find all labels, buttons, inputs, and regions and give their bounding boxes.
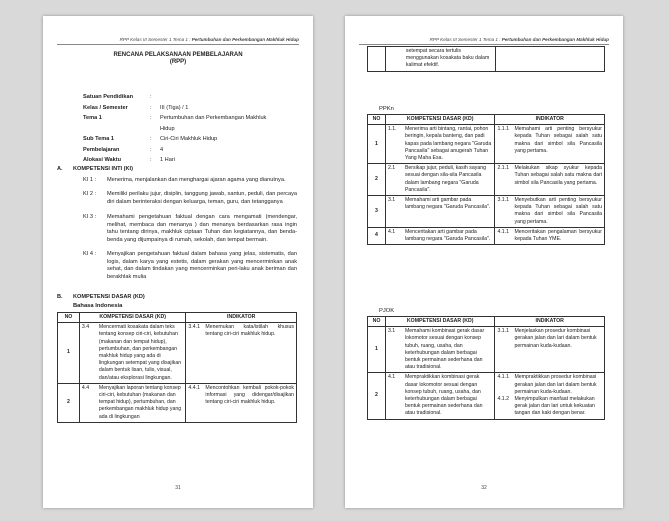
indikator-number: 4.1.1 [497,228,510,235]
kd-text: Mencermati kosakata dalam teks tentang konsep ciri-ciri, kebutuhan (makanan dan tempat hidup), pertumbuhan, dan perkembangan makhluk hidup yang ada di lingkungan setempat yang disajikan dalam bentuk lisan, tulis, visual, dan/atau eksplorasi lingkungan. [98,324,182,381]
section-b-label: B. [57,294,63,300]
identity-label: Satuan Pendidikan [83,94,134,100]
kd-cell [385,227,495,244]
identity-colon: : [150,146,152,153]
row-number: 2 [368,164,386,196]
page-header: RPP Kelas III Semester 1 Tema 1 : Pertumbuhan dan Perkembangan Makhluk Hidup [429,37,609,42]
ki-code: KI 1 : [83,177,97,183]
kd-cell [385,373,495,419]
kd-table-ppkn [367,114,605,245]
kd-text: Memahami kombinasi gerak dasar lokomotor sesuai dengan konsep tubuh, ruang, usaha, dan keterhubungan dalam berbagai bentuk permainan sederhana dan atau tradisional. [404,328,485,371]
ki-text: Memiliki perilaku jujur, disiplin, tanggung jawab, santun, peduli, dan percaya diri dalam berinteraksi dengan keluarga, teman, guru, dan tetangganya [107,191,297,205]
document-page-right [345,16,623,508]
section-a-label: A. [57,166,63,172]
table-row [368,47,605,72]
table-row [368,327,605,373]
kd-cell [79,323,186,384]
identity-colon: : [150,157,152,163]
kd-number: 3.4 [81,324,90,331]
kd-number: 4.1 [387,228,396,235]
table-row [368,227,605,244]
page-number: 32 [481,485,487,491]
subject-label: Bahasa Indonesia [73,303,123,309]
row-number: 2 [368,373,386,419]
ki-code: KI 3 : [83,214,97,220]
page-header: RPP Kelas III Semester 1 Tema 1 : Pertumbuhan dan Perkembangan Makhluk Hidup [119,37,299,42]
kd-number: 3.1 [387,328,396,335]
ki-text: Memahami pengetahuan faktual dengan cara mengamati (mendengar, melihat, membaca dan menanya ) dan menanya berdasarkan rasa ingin tahu tentang dirinya, makhluk ciptaan Tuhan dan kegiatannya, dan benda-benda yang dijumpainya di rumah, sekolah, dan tempat bermain. [107,214,297,243]
indikator-number: 3.1.1 [497,328,509,335]
indikator-number: 3.4.1 [188,324,200,331]
kd-text: Menceritakan arti gambar pada lambang negara "Garuda Pancasila". [404,228,491,243]
identity-label: Pembelajaran [83,146,120,153]
identity-value: Hidup [160,125,175,132]
kd-table-bahasa [57,312,297,423]
table-header-kd: KOMPETENSI DASAR (KD) [385,317,495,327]
table-header-indikator: INDIKATOR [495,115,605,125]
indikator-text: Menemukan kata/istilah khusus tentang ciri-ciri makhluk hidup. [205,324,294,338]
indikator-number: 3.1.1 [497,197,510,204]
identity-label: Sub Tema 1 [83,136,114,142]
table-row [58,383,297,422]
row-number: 1 [368,125,386,164]
table-header-kd: KOMPETENSI DASAR (KD) [79,313,186,323]
indikator-cell [186,383,297,422]
row-number: 3 [368,196,386,228]
document-subtitle: (RPP) [169,59,187,65]
indikator-cell [495,327,605,373]
ki-text: Menerima, menjalankan dan menghargai ajaran agama yang dianutnya. [107,177,286,183]
row-number: 2 [58,383,80,422]
kd-number: 3.1 [387,197,396,204]
identity-label: Tema 1 [83,115,102,121]
ki-text: Menyajikan pengetahuan faktual dalam bahasa yang jelas, sistematis, dan logis, dalam karya yang estetis, dalam gerakan yang mencerminkan anak sehat, dan dalam tindakan yang mencerminkan peri-laku anak beriman dan berakhlak mulia [107,251,297,280]
identity-value: Pertumbuhan dan Perkembangan Makhluk [160,115,267,121]
indikator-cell [186,323,297,384]
indikator-cell [495,227,605,244]
page-number: 31 [175,485,181,491]
kd-cell [385,164,495,196]
table-row [368,196,605,228]
indikator-text: Menjelaskan prosedur kombinasi gerakan jalan dan lari dalam bentuk permainan kuda-kudaan. [514,328,597,349]
indikator-number: 4.1.2 [497,396,509,403]
indikator-number: 4.1.1 [497,374,509,381]
table-header-indikator: INDIKATOR [186,313,297,323]
document-title: RENCANA PELAKSANAAN PEMBELAJARAN [113,52,243,58]
table-row [368,373,605,419]
identity-value: 1 Hari [160,157,175,163]
indikator-text: Menyebutkan arti penting bersyukur kepada Tuhan sebagai salah satu makna dari simbol sila Pancasila yang pertama. [514,197,602,225]
table-row [368,164,605,196]
indikator-cell [495,373,605,419]
kd-cell [79,383,186,422]
identity-colon: : [150,136,152,142]
indikator-number: 1.1.1 [497,126,510,133]
document-page-left [43,16,313,508]
identity-value: III (Tiga) / 1 [160,104,189,111]
indikator-number: 2.1.1 [497,165,510,172]
table-header-indikator: INDIKATOR [495,317,605,327]
kd-cell [385,125,495,164]
indikator-number: 4.4.1 [188,384,200,391]
kd-text: Menerima arti bintang, rantai, pohon beringin, kepala banteng, dan padi kapas pada lambang negara "Garuda Pancasila" sebagai anugerah Tuhan Yang Maha Esa. [404,126,492,162]
table-header-kd: KOMPETENSI DASAR (KD) [385,115,495,125]
identity-value: Ciri-Ciri Makhluk Hidup [160,136,218,142]
table-row [58,323,297,384]
table-header-no: NO [368,115,386,125]
row-number: 1 [368,327,386,373]
kd-cell [385,196,495,228]
row-number: 4 [368,227,386,244]
table-header-no: NO [58,313,80,323]
table-row [368,125,605,164]
indikator-text: Memahami arti penting bersyukur kepada Tuhan sebagai salah satu makna dari simbol sila Pancasila yang pertama. [514,126,602,154]
subject-label-pjok: PJOK [379,308,395,314]
indikator-text: Melakukan sikap syukur kepada Tuhan sebagai salah satu makna dari simbol sila Pancasila yang pertama. [514,165,602,186]
section-a-title: KOMPETENSI INTI (KI) [73,166,133,172]
kd-text: Memahami arti gambar pada lambang negara "Garuda Pancasila". [404,197,491,211]
indikator-cell [495,164,605,196]
identity-colon: : [150,115,152,121]
row-number: 1 [58,323,80,384]
indikator-text: Menceritakan pengalaman bersyukur kepada Tuhan YME. [514,228,602,243]
indikator-cell [495,125,605,164]
header-rule [359,44,609,45]
kd-number: 2.1 [387,165,396,172]
continuation-kd-text: setempat secara tertulis menggunakan kosakata baku dalam kalimat efektif. [385,47,495,72]
kd-table-pjok [367,316,605,420]
identity-label: Alokasi Waktu [83,157,122,163]
continuation-table [367,46,605,72]
ki-code: KI 4 : [83,251,97,257]
kd-number: 4.1 [387,374,396,381]
ki-code: KI 2 : [83,191,97,197]
section-b-title: KOMPETENSI DASAR (KD) [73,294,145,300]
subject-label-ppkn: PPKn [379,106,394,112]
kd-number: 1.1. [387,126,397,133]
identity-colon: : [150,104,152,111]
indikator-text: Mencontohkan kembali pokok-pokok informasi yang didengar/disajikan tentang ciri-ciri makhluk hidup. [205,384,294,406]
identity-value: 4 [160,146,164,153]
identity-colon: : [150,94,152,100]
indikator-text: Menyimpulkan manfaat melakukan gerak jalan dan lari untuk kekuatan tangan dan kaki dengan benar. [514,396,595,417]
kd-cell [385,327,495,373]
kd-number: 4.4 [81,384,90,391]
kd-text: Menyajikan laporan tentang konsep ciri-ciri, kebutuhan (makanan dan tempat hidup), pertumbuhan, dan perkembangan makhluk hidup yang ada di lingkungan [98,384,182,420]
indikator-text: Mempraktikkan prosedur kombinasi gerakan jalan dan lari dalam bentuk permainan kuda-kudaan. [514,374,597,395]
indikator-cell [495,196,605,228]
identity-label: Kelas / Semester [83,104,128,111]
header-rule [57,44,299,45]
kd-text: Mempraktikkan kombinasi gerak dasar lokomotor sesuai dengan konsep tubuh, ruang, usaha, dan keterhubungan dalam berbagai bentuk permainan sederhana dan atau tradisional. [404,374,483,417]
table-header-no: NO [368,317,386,327]
kd-text: Bersikap jujur, peduli, kasih sayang sesuai dengan sila-sila Pancasila dalam lambang negara "Garuda Pancasila". [404,165,486,193]
